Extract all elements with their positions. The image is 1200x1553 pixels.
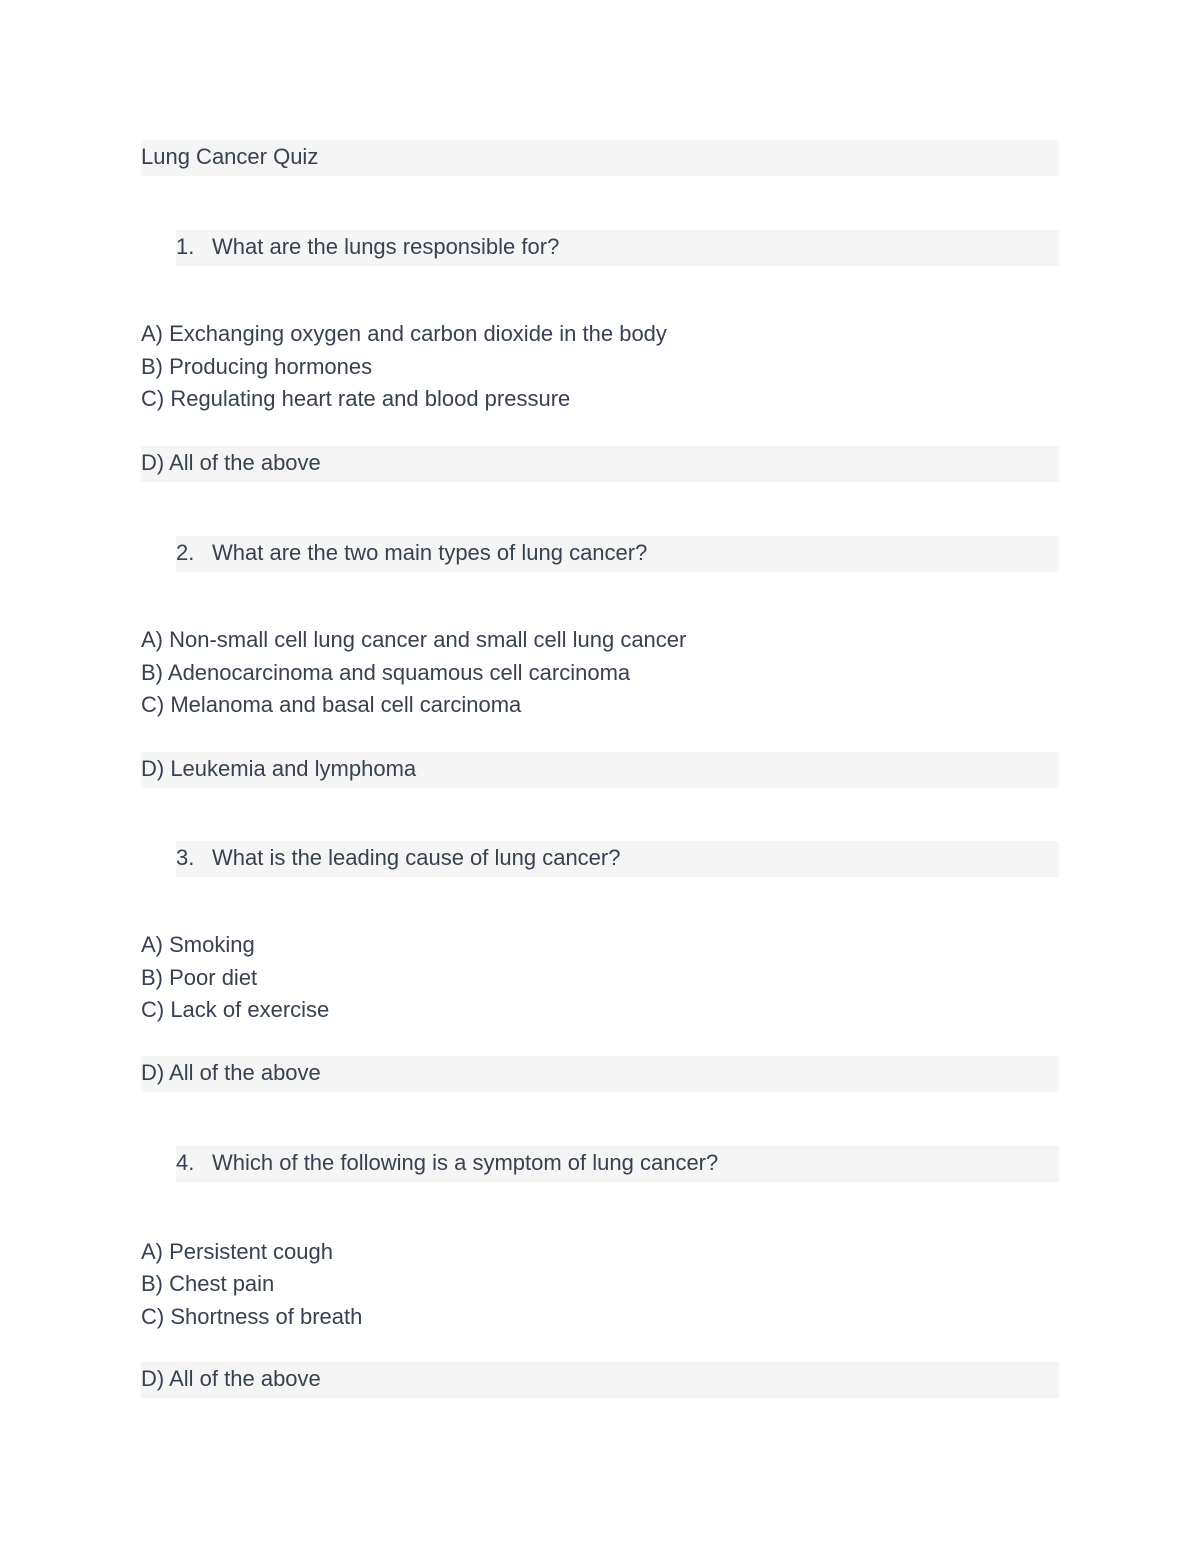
option-c: C) Melanoma and basal cell carcinoma (141, 692, 522, 717)
option-a: A) Non-small cell lung cancer and small cell lung cancer (141, 627, 687, 652)
question-3 (176, 841, 1059, 877)
question-1 (176, 230, 1059, 266)
option-d: D) All of the above (141, 1366, 321, 1391)
option-a: A) Persistent cough (141, 1239, 333, 1264)
option-d: D) All of the above (141, 450, 321, 475)
question-text: Which of the following is a symptom of lung cancer? (212, 1150, 719, 1175)
question-4 (176, 1146, 1059, 1182)
option-b: B) Poor diet (141, 965, 258, 990)
option-a: A) Exchanging oxygen and carbon dioxide in the body (141, 321, 667, 346)
option-c: C) Lack of exercise (141, 997, 330, 1022)
option-d-band (141, 1056, 1059, 1092)
option-b: B) Producing hormones (141, 354, 373, 379)
option-b: B) Adenocarcinoma and squamous cell carcinoma (141, 660, 631, 685)
option-d-band (141, 752, 1059, 788)
question-number: 4. (176, 1150, 195, 1175)
option-d: D) Leukemia and lymphoma (141, 756, 417, 781)
question-number: 2. (176, 540, 195, 565)
option-d-band (141, 446, 1059, 482)
option-b: B) Chest pain (141, 1271, 275, 1296)
question-number: 1. (176, 234, 195, 259)
page-title: Lung Cancer Quiz (141, 144, 319, 169)
option-d-band (141, 1362, 1059, 1398)
option-d: D) All of the above (141, 1060, 321, 1085)
title-band (141, 140, 1059, 176)
option-c: C) Shortness of breath (141, 1304, 363, 1329)
question-text: What are the lungs responsible for? (212, 234, 560, 259)
question-text: What are the two main types of lung cancer? (212, 540, 648, 565)
option-a: A) Smoking (141, 932, 255, 957)
question-number: 3. (176, 845, 195, 870)
question-2 (176, 536, 1059, 572)
option-c: C) Regulating heart rate and blood pressure (141, 386, 571, 411)
question-text: What is the leading cause of lung cancer? (212, 845, 621, 870)
